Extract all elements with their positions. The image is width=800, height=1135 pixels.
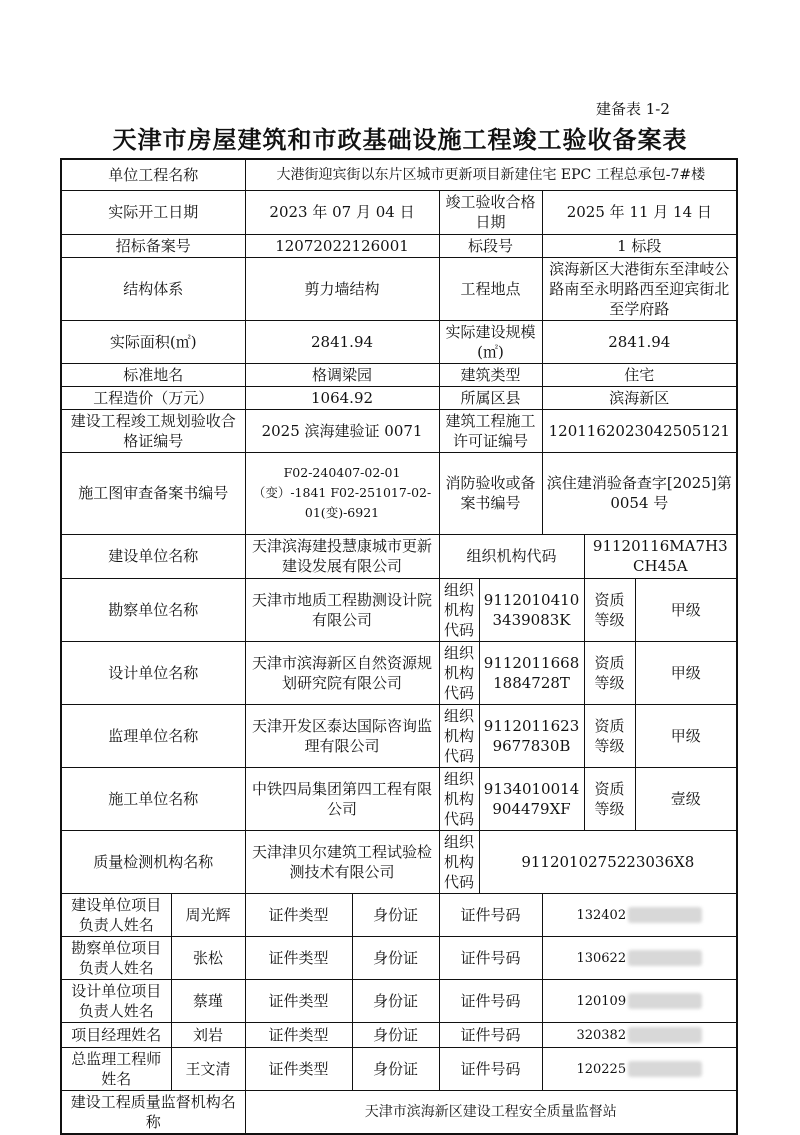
cost-value: 1064.92 xyxy=(245,386,439,409)
id-no-label: 证件号码 xyxy=(439,1047,542,1090)
building-type-label: 建筑类型 xyxy=(439,363,542,386)
row-area xyxy=(61,320,737,363)
acceptance-date-label: 竣工验收合格日期 xyxy=(439,190,542,234)
district-label: 所属区县 xyxy=(439,386,542,409)
id-no-cell xyxy=(542,1047,737,1090)
contractor-name: 中铁四局集团第四工程有限公司 xyxy=(245,767,439,830)
project-name-label: 单位工程名称 xyxy=(61,159,245,190)
place-name-label: 标准地名 xyxy=(61,363,245,386)
builder-label: 建设单位名称 xyxy=(61,534,245,578)
person-row xyxy=(61,1047,737,1090)
scale-label: 实际建设规模(㎡) xyxy=(439,320,542,363)
row-quality-supervision xyxy=(61,1090,737,1134)
contractor-label: 施工单位名称 xyxy=(61,767,245,830)
person-name: 王文清 xyxy=(171,1047,245,1090)
design-grade-label: 资质等级 xyxy=(584,641,635,704)
id-type: 身份证 xyxy=(352,979,439,1022)
start-date-label: 实际开工日期 xyxy=(61,190,245,234)
survey-grade-label: 资质等级 xyxy=(584,578,635,641)
id-no-visible: 120225 xyxy=(576,1061,627,1077)
builder-code-label: 组织机构代码 xyxy=(439,534,584,578)
district-value: 滨海新区 xyxy=(542,386,737,409)
id-type: 身份证 xyxy=(352,893,439,936)
row-dates xyxy=(61,190,737,234)
row-cost xyxy=(61,386,737,409)
testing-name: 天津津贝尔建筑工程试验检测技术有限公司 xyxy=(245,830,439,893)
builder-name: 天津滨海建投慧康城市更新建设发展有限公司 xyxy=(245,534,439,578)
builder-code: 91120116MA7H3CH45A xyxy=(584,534,737,578)
section-label: 标段号 xyxy=(439,234,542,257)
id-no-label: 证件号码 xyxy=(439,893,542,936)
bid-record-value: 12072022126001 xyxy=(245,234,439,257)
construction-permit-value: 12011620230425051​21 xyxy=(542,409,737,452)
contractor-grade: 壹级 xyxy=(635,767,737,830)
form-number: 建备表 1-2 xyxy=(596,100,670,118)
design-grade: 甲级 xyxy=(635,641,737,704)
id-no-visible: 320382 xyxy=(576,1027,627,1043)
acceptance-date-value: 2025 年 11 月 14 日 xyxy=(542,190,737,234)
structure-value: 剪力墙结构 xyxy=(245,257,439,320)
start-date-value: 2023 年 07 月 04 日 xyxy=(245,190,439,234)
id-type-label: 证件类型 xyxy=(245,979,352,1022)
supervision-label: 监理单位名称 xyxy=(61,704,245,767)
contractor-code: 91340100149044​79XF xyxy=(479,767,584,830)
row-design xyxy=(61,641,737,704)
building-type-value: 住宅 xyxy=(542,363,737,386)
id-no-redacted xyxy=(628,1027,702,1043)
row-place xyxy=(61,363,737,386)
planning-cert-label: 建设工程竣工规划验收合格证编号 xyxy=(61,409,245,452)
supervision-code-label: 组织机构代码 xyxy=(439,704,479,767)
section-value: 1 标段 xyxy=(542,234,737,257)
id-type: 身份证 xyxy=(352,936,439,979)
person-row xyxy=(61,1022,737,1047)
row-bid xyxy=(61,234,737,257)
supervision-code: 91120116239677830B xyxy=(479,704,584,767)
id-type: 身份证 xyxy=(352,1047,439,1090)
testing-label: 质量检测机构名称 xyxy=(61,830,245,893)
row-certificates xyxy=(61,409,737,452)
structure-label: 结构体系 xyxy=(61,257,245,320)
supervision-name: 天津开发区泰达国际咨询监理有限公司 xyxy=(245,704,439,767)
id-no-cell xyxy=(542,1022,737,1047)
person-role: 勘察单位项目负责人姓名 xyxy=(61,936,171,979)
person-role: 建设单位项目负责人姓名 xyxy=(61,893,171,936)
id-type-label: 证件类型 xyxy=(245,893,352,936)
page-title: 天津市房屋建筑和市政基础设施工程竣工验收备案表 xyxy=(112,126,688,154)
survey-code-label: 组织机构代码 xyxy=(439,578,479,641)
person-row xyxy=(61,936,737,979)
survey-grade: 甲级 xyxy=(635,578,737,641)
survey-name: 天津市地质工程勘测设计院有限公司 xyxy=(245,578,439,641)
contractor-code-label: 组织机构代码 xyxy=(439,767,479,830)
row-project-name xyxy=(61,159,737,190)
drawing-review-label: 施工图审查备案书编号 xyxy=(61,452,245,534)
design-label: 设计单位名称 xyxy=(61,641,245,704)
survey-code: 91120104103439083K xyxy=(479,578,584,641)
planning-cert-value: 2025 滨海建验证 0071 xyxy=(245,409,439,452)
area-value: 2841.94 xyxy=(245,320,439,363)
id-no-label: 证件号码 xyxy=(439,979,542,1022)
id-type: 身份证 xyxy=(352,1022,439,1047)
quality-supervision-value: 天津市滨海新区建设工程安全质量监督站 xyxy=(245,1090,737,1134)
row-structure xyxy=(61,257,737,320)
id-no-redacted xyxy=(628,950,702,966)
design-name: 天津市滨海新区自然资源规划研究院有限公司 xyxy=(245,641,439,704)
cost-label: 工程造价（万元） xyxy=(61,386,245,409)
supervision-grade: 甲级 xyxy=(635,704,737,767)
row-contractor xyxy=(61,767,737,830)
area-label: 实际面积(㎡) xyxy=(61,320,245,363)
id-no-visible: 120109 xyxy=(576,993,627,1009)
id-type-label: 证件类型 xyxy=(245,936,352,979)
row-builder xyxy=(61,534,737,578)
id-no-cell xyxy=(542,936,737,979)
drawing-review-value: F02-240407-02-01（变）-1841 F02-251017-02-01(变)-6921 xyxy=(245,452,439,534)
person-row xyxy=(61,979,737,1022)
record-table xyxy=(60,158,738,1135)
id-no-cell xyxy=(542,893,737,936)
person-role: 设计单位项目负责人姓名 xyxy=(61,979,171,1022)
person-name: 刘岩 xyxy=(171,1022,245,1047)
design-code: 91120116681884728T xyxy=(479,641,584,704)
row-survey xyxy=(61,578,737,641)
id-no-label: 证件号码 xyxy=(439,1022,542,1047)
id-no-redacted xyxy=(628,907,702,923)
location-value: 滨海新区大港街东至津岐公路南至永明路西至迎宾街北至学府路 xyxy=(542,257,737,320)
id-no-label: 证件号码 xyxy=(439,936,542,979)
id-no-redacted xyxy=(628,993,702,1009)
id-type-label: 证件类型 xyxy=(245,1047,352,1090)
person-name: 蔡瑾 xyxy=(171,979,245,1022)
id-no-visible: 130622 xyxy=(576,950,627,966)
person-role: 总监理工程师姓名 xyxy=(61,1047,171,1090)
person-role: 项目经理姓名 xyxy=(61,1022,171,1047)
design-code-label: 组织机构代码 xyxy=(439,641,479,704)
testing-code-label: 组织机构代码 xyxy=(439,830,479,893)
row-supervision xyxy=(61,704,737,767)
person-name: 张松 xyxy=(171,936,245,979)
scale-value: 2841.94 xyxy=(542,320,737,363)
bid-record-label: 招标备案号 xyxy=(61,234,245,257)
quality-supervision-label: 建设工程质量监督机构名称 xyxy=(61,1090,245,1134)
construction-permit-label: 建筑工程施工许可证编号 xyxy=(439,409,542,452)
project-name-value: 大港街迎宾街以东片区城市更新项目新建住宅 EPC 工程总承包-7#楼 xyxy=(245,159,737,190)
testing-code: 9112010275223036X8 xyxy=(479,830,737,893)
id-no-cell xyxy=(542,979,737,1022)
survey-label: 勘察单位名称 xyxy=(61,578,245,641)
location-label: 工程地点 xyxy=(439,257,542,320)
supervision-grade-label: 资质等级 xyxy=(584,704,635,767)
row-testing xyxy=(61,830,737,893)
contractor-grade-label: 资质等级 xyxy=(584,767,635,830)
row-drawing-review xyxy=(61,452,737,534)
person-name: 周光辉 xyxy=(171,893,245,936)
id-type-label: 证件类型 xyxy=(245,1022,352,1047)
id-no-redacted xyxy=(628,1061,702,1077)
id-no-visible: 132402 xyxy=(576,907,627,923)
place-name-value: 格调梁园 xyxy=(245,363,439,386)
person-row xyxy=(61,893,737,936)
fire-record-value: 滨住建消验备查字[2025]第 0054 号 xyxy=(542,452,737,534)
fire-record-label: 消防验收或备案书编号 xyxy=(439,452,542,534)
